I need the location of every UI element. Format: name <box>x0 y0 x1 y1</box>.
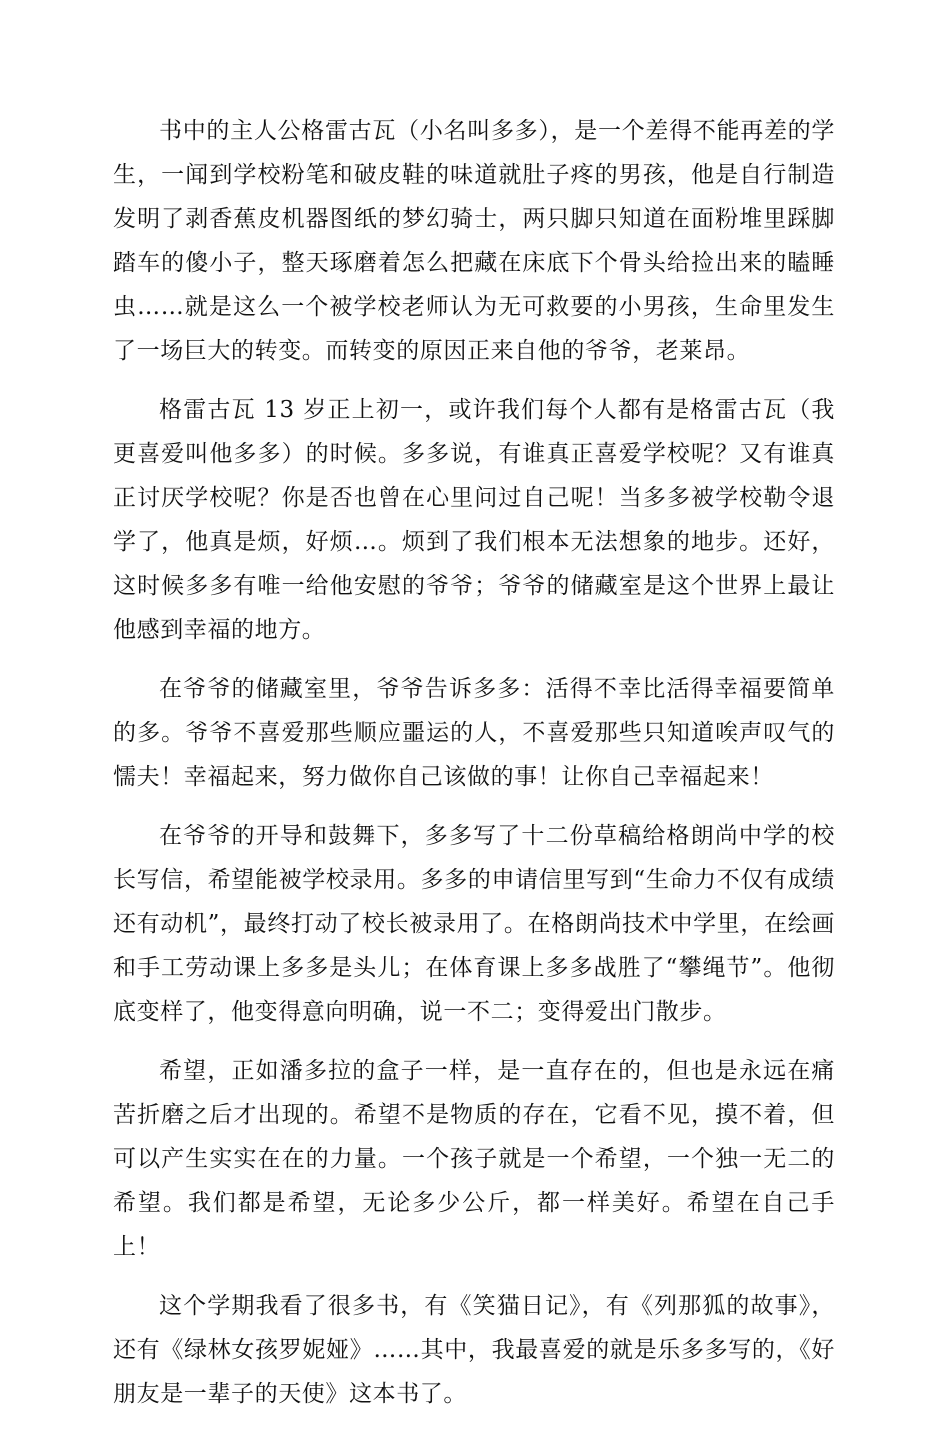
paragraph-2: 格雷古瓦 13 岁正上初一，或许我们每个人都有是格雷古瓦（我更喜爱叫他多多）的时候。多多说，有谁真正喜爱学校呢？又有谁真正讨厌学校呢？你是否也曾在心里问过自己呢！当多多被学校勒令退学了，他真是烦，好烦…。烦到了我们根本无法想象的地步。还好，这时候多多有唯一给他安慰的爷爷；爷爷的储藏室是这个世界上最让他感到幸福的地方。 <box>113 397 835 643</box>
paragraph-4: 在爷爷的开导和鼓舞下，多多写了十二份草稿给格朗尚中学的校长写信，希望能被学校录用。多多的申请信里写到“生命力不仅有成绩还有动机”，最终打动了校长被录用了。在格朗尚技术中学里，在绘画和手工劳动课上多多是头儿；在体育课上多多战胜了“攀绳节”。他彻底变样了，他变得意向明确，说一不二；变得爱出门散步。 <box>113 823 835 1025</box>
document-body <box>113 109 835 1431</box>
paragraph-3: 在爷爷的储藏室里，爷爷告诉多多：活得不幸比活得幸福要简单的多。爷爷不喜爱那些顺应噩运的人，不喜爱那些只知道唉声叹气的懦夫！幸福起来，努力做你自己该做的事！让你自己幸福起来！ <box>113 676 835 790</box>
paragraph-5: 希望，正如潘多拉的盒子一样，是一直存在的，但也是永远在痛苦折磨之后才出现的。希望不是物质的存在，它看不见，摸不着，但可以产生实实在在的力量。一个孩子就是一个希望，一个独一无二的希望。我们都是希望，无论多少公斤，都一样美好。希望在自己手上！ <box>113 1058 835 1260</box>
paragraph-1: 书中的主人公格雷古瓦（小名叫多多），是一个差得不能再差的学生，一闻到学校粉笔和破皮鞋的味道就肚子疼的男孩，他是自行制造发明了剥香蕉皮机器图纸的梦幻骑士，两只脚只知道在面粉堆里踩脚踏车的傻小子，整天琢磨着怎么把藏在床底下个骨头给捡出来的瞌睡虫……就是这么一个被学校老师认为无可救要的小男孩，生命里发生了一场巨大的转变。而转变的原因正来自他的爷爷，老莱昂。 <box>113 118 835 364</box>
paragraph-6: 这个学期我看了很多书，有《笑猫日记》，有《列那狐的故事》，还有《绿林女孩罗妮娅》……其中，我最喜爱的就是乐多多写的，《好朋友是一辈子的天使》这本书了。 <box>113 1293 835 1407</box>
